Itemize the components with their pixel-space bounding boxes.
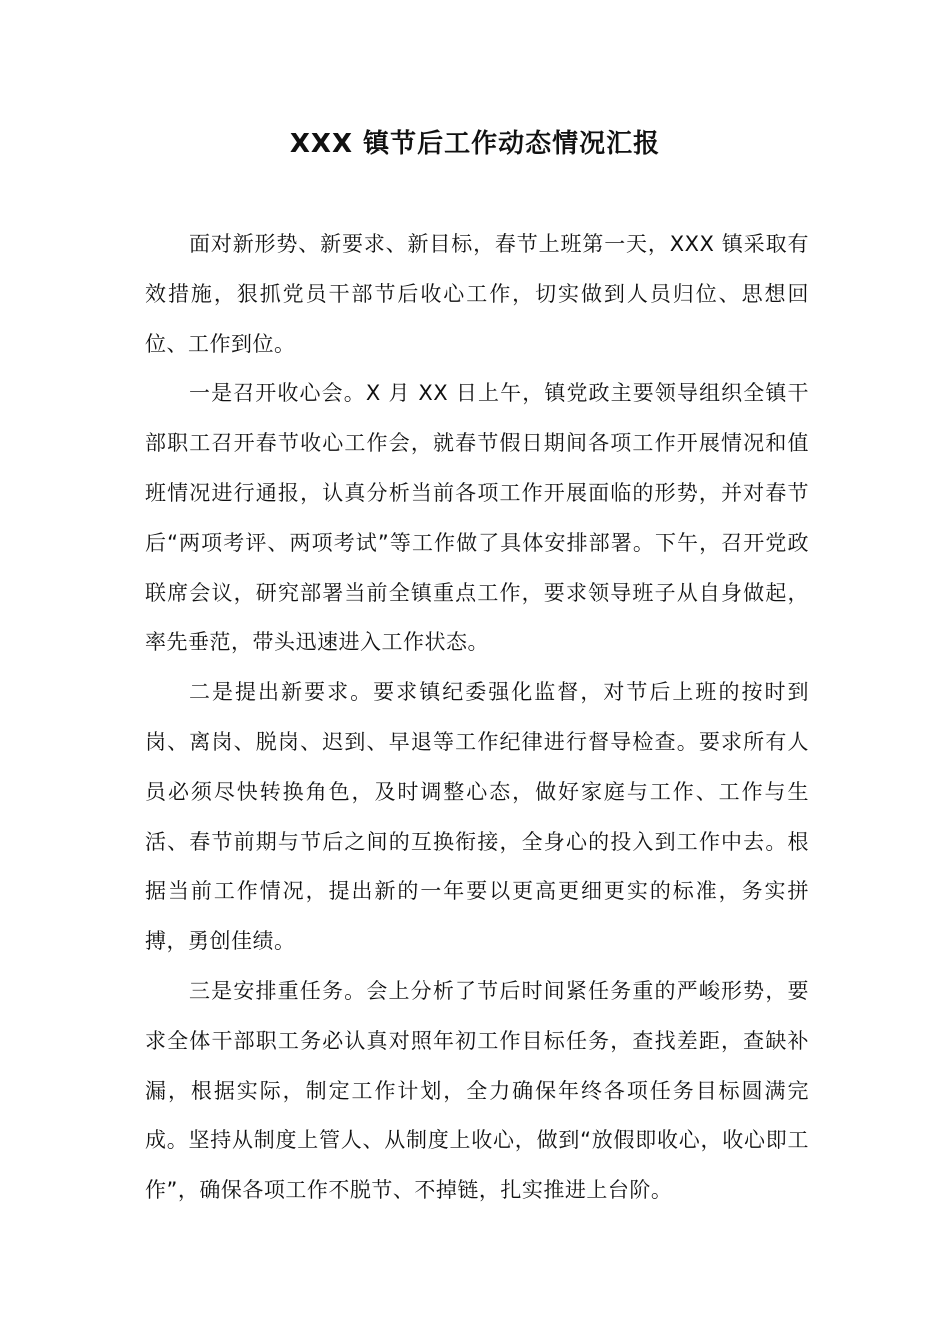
document-title: XXX 镇节后工作动态情况汇报 <box>289 129 661 159</box>
paragraph-requirements: 二是提出新要求。要求镇纪委强化监督，对节后上班的按时到岗、离岗、脱岗、迟到、早退等工作纪律进行督导检查。要求所有人员必须尽快转换角色，及时调整心态，做好家庭与工作、工作与生活、春节前期与节后之间的互换衔接，全身心的投入到工作中去。根据当前工作情况，提出新的一年要以更高更细更实的标准，务实拼搏，勇创佳绩。 <box>145 680 809 954</box>
paragraph-meeting: 一是召开收心会。X 月 XX 日上午，镇党政主要领导组织全镇干部职工召开春节收心工作会，就春节假日期间各项工作开展情况和值班情况进行通报，认真分析当前各项工作开展面临的形势，并对春节后“两项考评、两项考试”等工作做了具体安排部署。下午，召开党政联席会议，研究部署当前全镇重点工作，要求领导班子从自身做起，率先垂范，带头迅速进入工作状态。 <box>145 381 809 655</box>
paragraph-tasks: 三是安排重任务。会上分析了节后时间紧任务重的严峻形势，要求全体干部职工务必认真对照年初工作目标任务，查找差距，查缺补漏，根据实际，制定工作计划，全力确保年终各项任务目标圆满完成。坚持从制度上管人、从制度上收心，做到“放假即收心，收心即工作”，确保各项工作不脱节、不掉链，扎实推进上台阶。 <box>145 978 809 1203</box>
paragraph-intro: 面对新形势、新要求、新目标，春节上班第一天，XXX 镇采取有效措施，狠抓党员干部节后收心工作，切实做到人员归位、思想回位、工作到位。 <box>145 232 809 356</box>
document-body <box>145 220 809 1216</box>
